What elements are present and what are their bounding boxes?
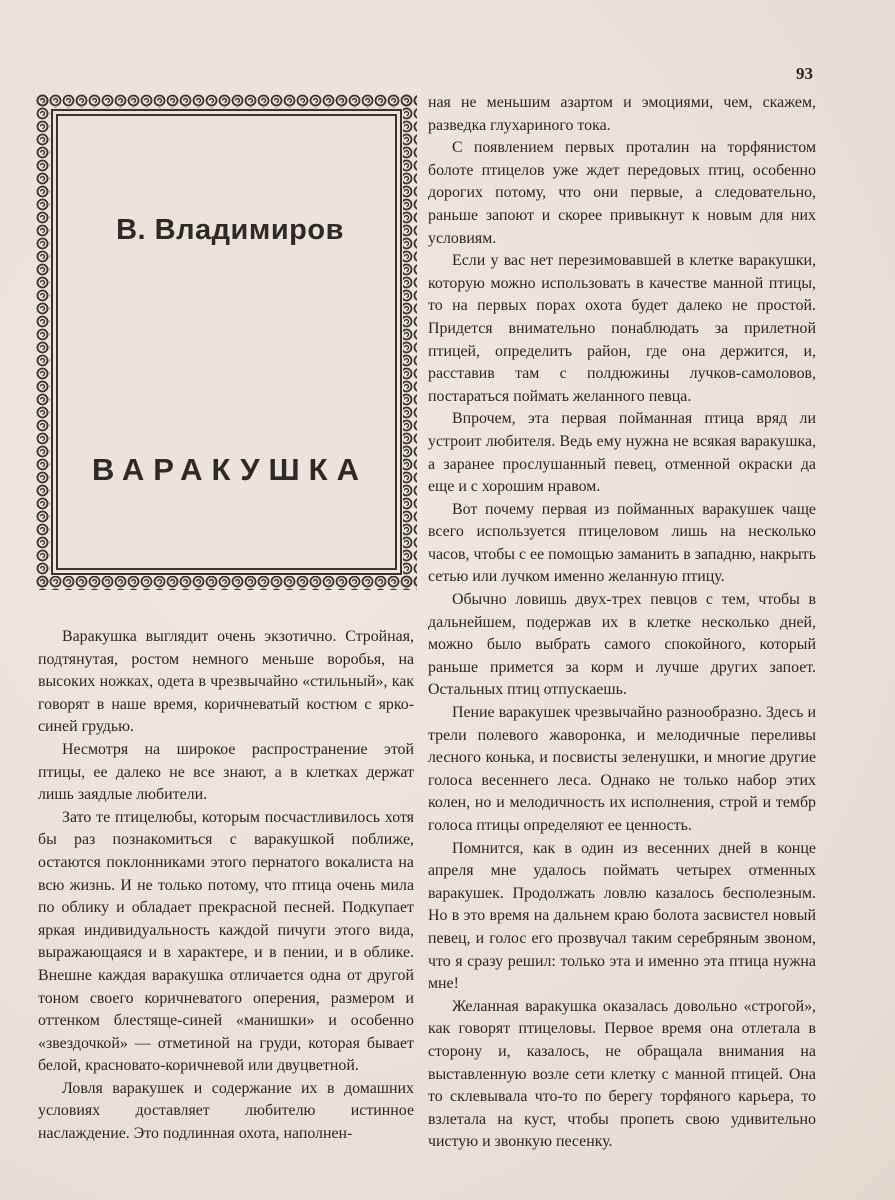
paragraph: Ловля варакушек и содержание их в домашних условиях доставляет любителю истинное наслаждение. Это подлинная охота, наполнен- [38, 1079, 414, 1143]
right-column [428, 92, 816, 1154]
left-column [38, 626, 414, 1146]
paragraph: Впрочем, эта первая пойманная птица вряд ли устроит любителя. Ведь ему нужна не всякая варакушка, а заранее прослушанный певец, отменной окраски да еще и с хорошим нравом. [428, 410, 816, 496]
page-number: 93 [796, 64, 813, 83]
paragraph: Пение варакушек чрезвычайно разнообразно. Здесь и трели полевого жаворонка, и мелодичные переливы лесного конька, и посвисты зеленушки, и многие другие голоса весеннего леса. Однако не только набор этих колен, но и мелодичность их исполнения, строй и тембр голоса птицы определяют ее ценность. [428, 704, 816, 834]
paragraph: С появлением первых проталин на торфянистом болоте птицелов уже ждет передовых птиц, особенно дорогих потому, что они первые, а следовательно, раньше запоют и скорее привыкнут к новым для них условиям. [428, 139, 816, 247]
paragraph: Желанная варакушка оказалась довольно «строгой», как говорят птицеловы. Первое время она отлетала в сторону и, казалось, не обращала внимания на выставленную возле сети клетку с манной птицей. Она то склевывала что-то по берегу торфяного карьера, то взлетала на куст, чтобы пропеть свою удивительно чистую и звонкую песенку. [428, 997, 816, 1151]
paragraph: Зато те птицелюбы, которым посчастливилось хотя бы раз познакомиться с варакушкой поближе, остаются поклонниками этого пернатого вокалиста на всю жизнь. И не только потому, что птица очень мила по облику и обладает прекрасной песней. Подкупает яркая индивидуальность каждой пичуги этого вида, выражающаяся и в характере, и в пении, и в облике. Внешне каждая варакушка отличается одна от другой тоном своего коричневатого оперения, размером и оттенком блестяще-синей «манишки» и особенно «звездочкой» — отметиной на груди, которая бывает белой, красновато-коричневой или двуцветной. [38, 808, 414, 1075]
paragraph: Помнится, как в один из весенних дней в конце апреля мне удалось поймать четырех отменных варакушек. Продолжать ловлю казалось бесполезным. Но в это время на дальнем краю болота засвистел новый певец, и голос его прозвучал таким серебряным звоном, что я сразу решил: только эта и именно эта птица нужна мне! [428, 839, 816, 993]
paragraph: Если у вас нет перезимовавшей в клетке варакушки, которую можно использовать в качестве манной птицы, то на первых порах охота будет далеко не простой. Придется внимательно понаблюдать за прилетной птицей, определить район, где она держится, и, расставив там с полдюжины лучков-самоловов, постараться поймать желанного певца. [428, 252, 816, 405]
paragraph: Несмотря на широкое распространение этой птицы, ее далеко не все знают, а в клетках держат лишь заядлые любители. [38, 740, 414, 804]
paragraph-continuation: ная не меньшим азартом и эмоциями, чем, скажем, разведка глухариного тока. [428, 94, 816, 134]
paragraph: Варакушка выглядит очень экзотично. Стройная, подтянутая, ростом немного меньше воробья, на высоких ножках, одета в чрезвычайно «стильный», как говорят в наше время, коричневатый костюм с ярко-синей грудью. [38, 628, 414, 736]
paragraph: Вот почему первая из пойманных варакушек чаще всего используется птицеловом лишь на несколько часов, чтобы с ее помощью заманить в западню, накрыть сетью или лучком именно желанную птицу. [428, 500, 816, 586]
title-panel [56, 114, 397, 570]
article-title: ВАРАКУШКА [91, 452, 368, 487]
author-name: В. Владимиров [116, 214, 344, 246]
paragraph: Обычно ловишь двух-трех певцов с тем, чтобы в дальнейшем, подержав их в клетке несколько дней, можно было выбрать самого спокойного, который раньше примется за корм и лучше других запоет. Остальных птиц отпускаешь. [428, 591, 816, 699]
